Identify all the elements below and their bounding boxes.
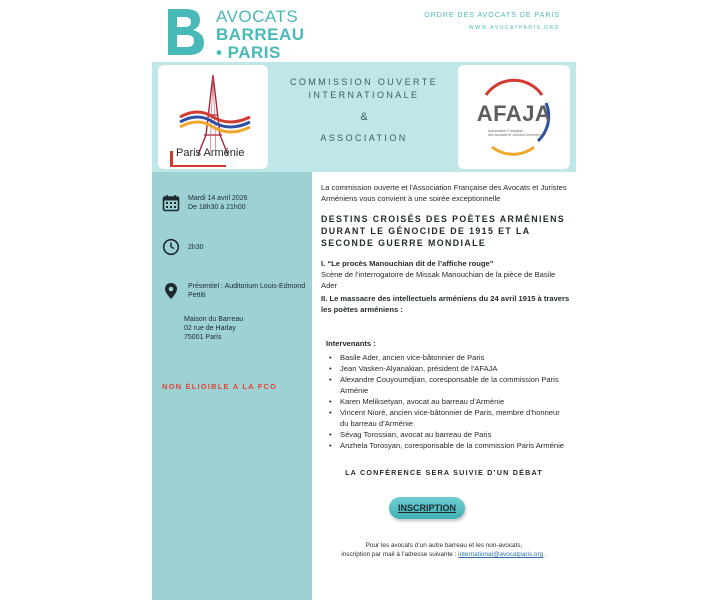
location-pin-icon (162, 282, 180, 300)
place-line2: Pettiti (188, 292, 206, 299)
part-two-title: II. Le massacre des intellectuels arméniens du 24 avril 1915 à travers les poètes arméniens : (321, 294, 570, 314)
afaja-wordmark: AFAJA (476, 101, 552, 126)
date-row (162, 194, 248, 212)
registration-note (312, 541, 576, 559)
afaja-subtitle-line1: Association Française (488, 129, 524, 133)
ordre-label: ORDRE DES AVOCATS DE PARIS (424, 12, 560, 19)
address-block (184, 315, 243, 342)
debate-notice: LA CONFÉRENCE SERA SUIVIE D’UN DÉBAT (345, 468, 543, 477)
part-one (321, 258, 571, 291)
registration-line2-text: inscription par mail à l’adresse suivante : (341, 551, 457, 558)
registration-line2 (312, 550, 576, 559)
brand-line-paris: • PARIS (216, 42, 281, 62)
brand-line-barreau: BARREAU (216, 24, 305, 44)
place-row (162, 282, 305, 300)
list-item: • Vincent Nioré, ancien vice-bâtonnier de Paris, membre d’honneur du barreau d’Arménie (326, 407, 566, 429)
main-content (312, 172, 576, 600)
list-item: • Anzhela Torosyan, coresponsable de la commission Paris Arménie (326, 440, 566, 451)
address-line1: Maison du Barreau (184, 316, 244, 323)
calendar-icon (162, 194, 180, 212)
inscription-button[interactable]: INSCRIPTION (389, 497, 465, 519)
speakers-list (326, 352, 566, 451)
afaja-logo (458, 65, 570, 169)
header-right (424, 12, 560, 31)
duration-row (162, 238, 204, 256)
date-line: Mardi 14 avril 2026 (188, 195, 248, 202)
brand-text (216, 8, 305, 62)
time-line: De 18h30 à 21h00 (188, 204, 246, 211)
banner-ampersand: & (360, 111, 368, 123)
brand-line-avocats: AVOCATS (216, 7, 299, 26)
banner-line-internationale: INTERNATIONALE (308, 90, 420, 100)
registration-line1: Pour les avocats d’un autre barreau et les non-avocats, (365, 542, 523, 549)
afaja-subtitle (488, 129, 548, 138)
banner-heading (272, 76, 456, 145)
barreau-logo-icon (164, 7, 208, 57)
flyer-page (152, 0, 576, 600)
intro-text: La commission ouverte et l'Association Française des Avocats et Juristes Arméniens vous convient à une soirée exceptionnelle (321, 183, 567, 203)
part-one-text: Scène de l’interrogatoire de Missak Manouchian de la pièce de Basile Ader (321, 270, 556, 290)
date-text (188, 194, 248, 212)
list-item: • Karen Meliksetyan, avocat au barreau d’Arménie (326, 396, 566, 407)
list-item: • Jean Vasken-Alyanakian, président de l'AFAJA (326, 363, 566, 374)
part-one-title: I. “Le procès Manouchian dit de l’affiche rouge” (321, 259, 494, 268)
afaja-subtitle-line2: des Avocats et Juristes Arméniens (488, 133, 543, 138)
banner-line-commission: COMMISSION OUVERTE (289, 77, 439, 87)
website-link[interactable]: WWW.AVOCATPARIS.ORG (469, 25, 560, 31)
list-item: • Alexandre Couyoumdjian, coresponsable de la commission Paris Arménie (326, 374, 566, 396)
registration-line2-end: . (544, 551, 547, 558)
header (152, 0, 576, 62)
clock-icon (162, 238, 180, 256)
non-eligible-notice: NON ÉLIGIBLE A LA FCO (162, 382, 278, 391)
event-title: DESTINS CROISÉS DES POÈTES ARMÉNIENS DURANT LE GÉNOCIDE DE 1915 ET LA SECONDE GUERRE MONDIALE (321, 214, 566, 248)
registration-email-link[interactable]: international@avocatparis.org (458, 551, 544, 558)
duration-text: 2h30 (188, 244, 204, 251)
speakers-section (326, 338, 566, 451)
paris-armenie-label: Paris Arménie (176, 147, 245, 159)
banner-line-association: ASSOCIATION (320, 133, 408, 143)
banner (152, 62, 576, 172)
speakers-label: Intervenants : (326, 339, 376, 348)
place-text (188, 282, 305, 300)
list-item: • Sévag Torossian, avocat au barreau de Paris (326, 429, 566, 440)
address-line2: 02 rue de Harlay (184, 325, 236, 332)
paris-armenie-logo (158, 65, 268, 169)
info-sidebar (152, 172, 312, 600)
place-line1: Présentiel : Auditorium Louis-Edmond (188, 283, 306, 290)
list-item: • Basile Ader, ancien vice-bâtonnier de Paris (326, 352, 566, 363)
address-line3: 75001 Paris (184, 334, 222, 341)
